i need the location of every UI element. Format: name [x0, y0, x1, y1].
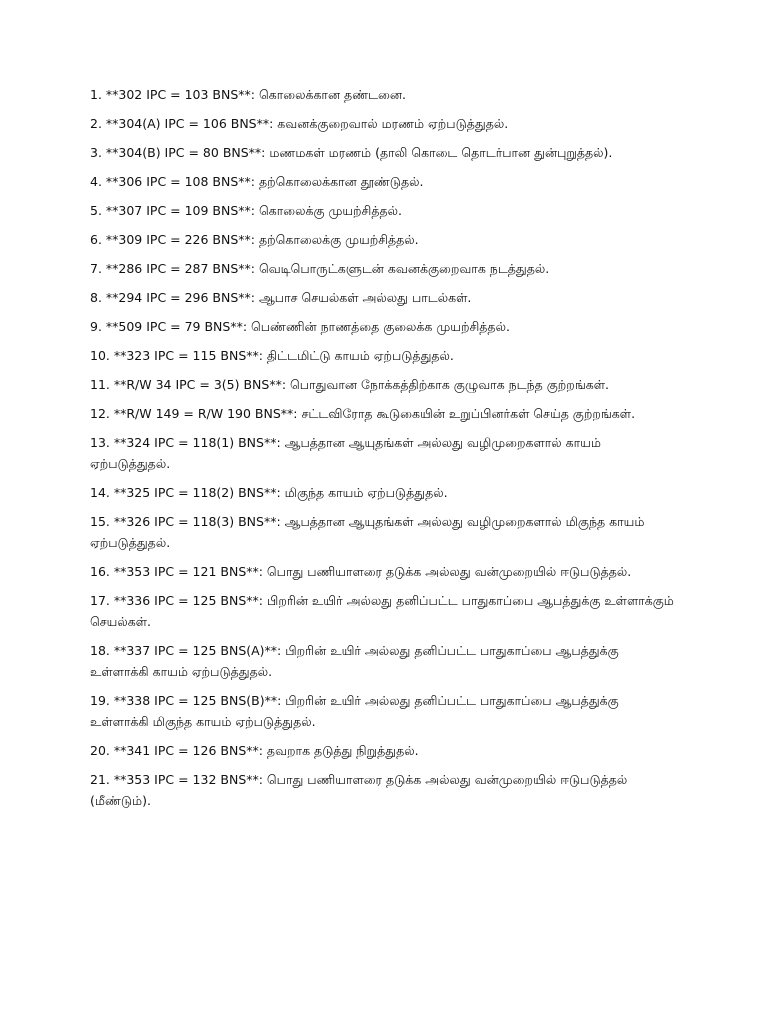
list-item: 11. **R/W 34 IPC = 3(5) BNS**: பொதுவான நோக்கத்திற்காக குழுவாக நடந்த குற்றங்கள்.	[90, 377, 610, 392]
list-item: 15. **326 IPC = 118(3) BNS**: ஆபத்தான ஆயுதங்கள் அல்லது வழிமுறைகளால் மிகுந்த காயம் ஏற்படுத்துதல்.	[90, 514, 645, 550]
list-item: 4. **306 IPC = 108 BNS**: தற்கொலைக்கான தூண்டுதல்.	[90, 174, 424, 189]
list-item: 13. **324 IPC = 118(1) BNS**: ஆபத்தான ஆயுதங்கள் அல்லது வழிமுறைகளால் காயம் ஏற்படுத்துதல்.	[90, 435, 601, 471]
list-item: 10. **323 IPC = 115 BNS**: திட்டமிட்டு காயம் ஏற்படுத்துதல்.	[90, 348, 454, 363]
list-item: 18. **337 IPC = 125 BNS(A)**: பிறரின் உயிர் அல்லது தனிப்பட்ட பாதுகாப்பை ஆபத்துக்கு உள்ளாக்கி காயம் ஏற்படுத்துதல்.	[90, 643, 619, 679]
list-item: 6. **309 IPC = 226 BNS**: தற்கொலைக்கு முயற்சித்தல்.	[90, 232, 419, 247]
list-item: 2. **304(A) IPC = 106 BNS**: கவனக்குறைவால் மரணம் ஏற்படுத்துதல்.	[90, 116, 509, 131]
list-item: 20. **341 IPC = 126 BNS**: தவறாக தடுத்து நிறுத்துதல்.	[90, 743, 419, 758]
list-item: 9. **509 IPC = 79 BNS**: பெண்ணின் நாணத்தை குலைக்க முயற்சித்தல்.	[90, 319, 510, 334]
list-item: 17. **336 IPC = 125 BNS**: பிறரின் உயிர் அல்லது தனிப்பட்ட பாதுகாப்பை ஆபத்துக்கு உள்ளாக்கும் செயல்கள்.	[90, 593, 674, 629]
list-item: 14. **325 IPC = 118(2) BNS**: மிகுந்த காயம் ஏற்படுத்துதல்.	[90, 485, 448, 500]
list-item: 8. **294 IPC = 296 BNS**: ஆபாச செயல்கள் அல்லது பாடல்கள்.	[90, 290, 472, 305]
list-item: 12. **R/W 149 = R/W 190 BNS**: சட்டவிரோத கூடுகையின் உறுப்பினர்கள் செய்த குற்றங்கள்.	[90, 406, 636, 421]
list-item: 16. **353 IPC = 121 BNS**: பொது பணியாளரை தடுக்க அல்லது வன்முறையில் ஈடுபடுத்தல்.	[90, 564, 632, 579]
list-item: 5. **307 IPC = 109 BNS**: கொலைக்கு முயற்சித்தல்.	[90, 203, 402, 218]
document-body	[90, 84, 680, 819]
list-item: 1. **302 IPC = 103 BNS**: கொலைக்கான தண்டனை.	[90, 87, 406, 102]
list-item: 19. **338 IPC = 125 BNS(B)**: பிறரின் உயிர் அல்லது தனிப்பட்ட பாதுகாப்பை ஆபத்துக்கு உள்ளாக்கி மிகுந்த காயம் ஏற்படுத்துதல்.	[90, 693, 619, 729]
list-item: 3. **304(B) IPC = 80 BNS**: மணமகள் மரணம் (தாலி கொடை தொடர்பான துன்புறுத்தல்).	[90, 145, 613, 160]
list-item: 21. **353 IPC = 132 BNS**: பொது பணியாளரை தடுக்க அல்லது வன்முறையில் ஈடுபடுத்தல் (மீண்டும்).	[90, 772, 628, 808]
list-item: 7. **286 IPC = 287 BNS**: வெடிபொருட்களுடன் கவனக்குறைவாக நடத்துதல்.	[90, 261, 550, 276]
